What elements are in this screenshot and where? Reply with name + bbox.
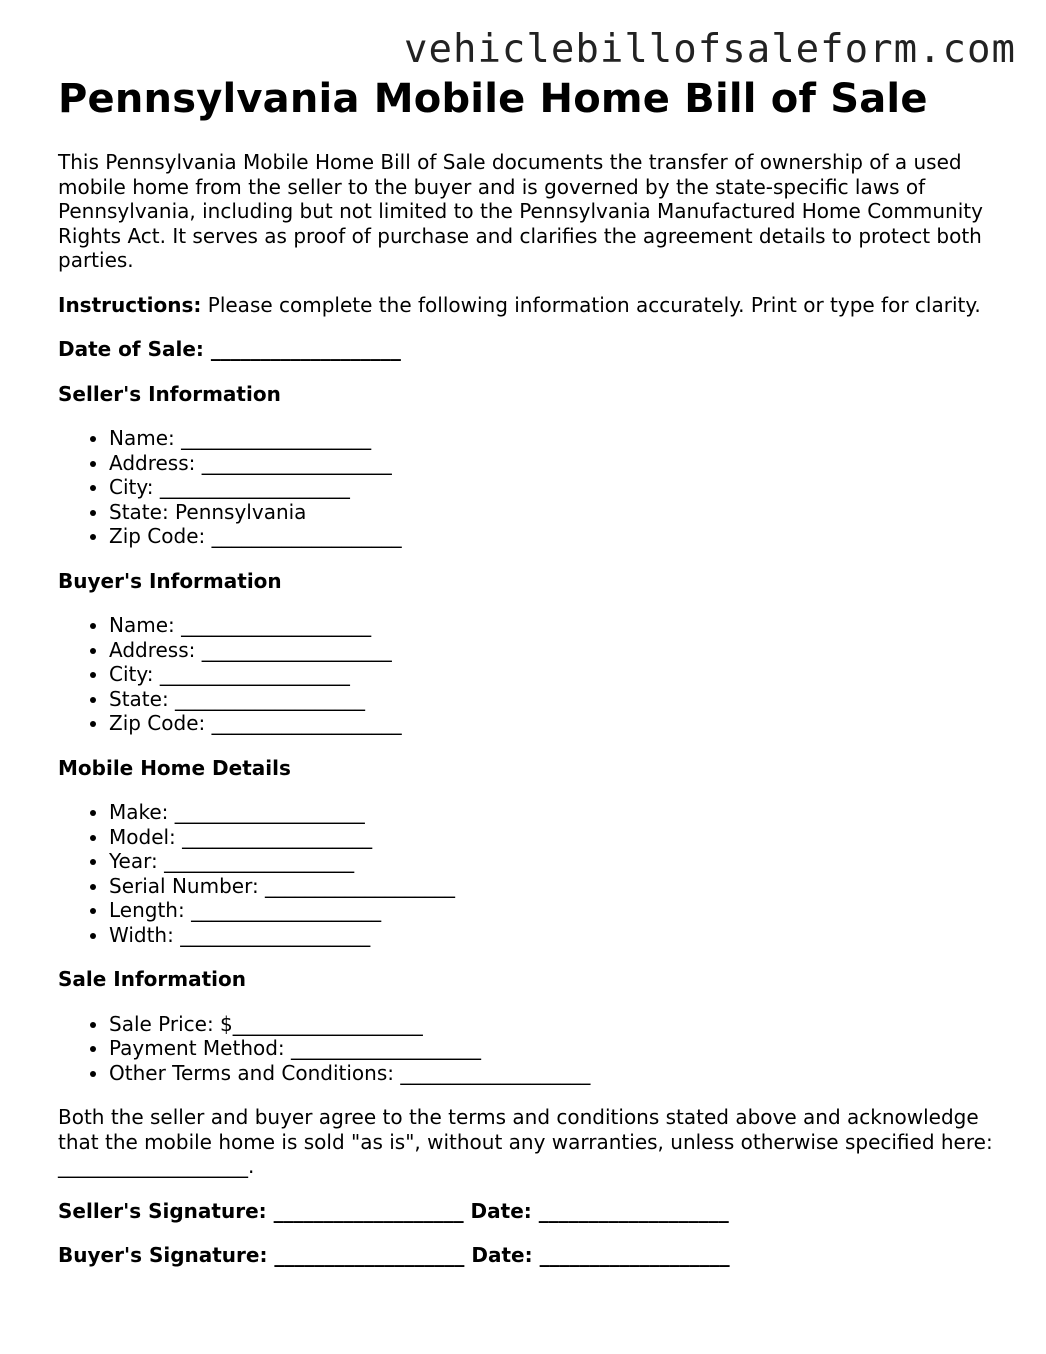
serial-number-field: • Serial Number: ___________________ bbox=[109, 874, 998, 899]
sale-info-list bbox=[58, 1012, 998, 1086]
date-of-sale-blank: ___________________ bbox=[203, 337, 401, 361]
year-field: • Year: ___________________ bbox=[109, 849, 998, 874]
width-field: • Width: ___________________ bbox=[109, 923, 998, 948]
sale-price-field: • Sale Price: $___________________ bbox=[109, 1012, 998, 1037]
instructions-paragraph bbox=[58, 293, 998, 318]
agreement-paragraph: Both the seller and buyer agree to the terms and conditions stated above and acknowledge that the mobile home is sold "as is", without any warranties, unless otherwise specified here: ___________________. bbox=[58, 1105, 993, 1178]
seller-info-heading: Seller's Information bbox=[58, 381, 281, 406]
buyer-signature-line: Buyer's Signature: ___________________ Date: ___________________ bbox=[58, 1243, 730, 1267]
mobile-home-details-heading: Mobile Home Details bbox=[58, 755, 291, 780]
other-terms-field: • Other Terms and Conditions: ___________________ bbox=[109, 1061, 998, 1086]
buyer-state-field: • State: ___________________ bbox=[109, 687, 998, 712]
document-body bbox=[58, 74, 998, 1288]
buyer-address-field: • Address: ___________________ bbox=[109, 638, 998, 663]
seller-info-list bbox=[58, 426, 998, 549]
seller-signature-line: Seller's Signature: ___________________ Date: ___________________ bbox=[58, 1198, 729, 1223]
page-title: Pennsylvania Mobile Home Bill of Sale bbox=[58, 76, 928, 122]
intro-paragraph: This Pennsylvania Mobile Home Bill of Sale documents the transfer of ownership of a used mobile home from the seller to the buyer and is governed by the state-specific laws of Pennsylvania, including but not limited to the Pennsylvania Manufactured Home Community Rights Act. It serves as proof of purchase and clarifies the agreement details to protect both parties. bbox=[58, 150, 983, 272]
seller-zip-field: • Zip Code: ___________________ bbox=[109, 524, 998, 549]
payment-method-field: • Payment Method: ___________________ bbox=[109, 1036, 998, 1061]
date-of-sale-line bbox=[58, 337, 998, 362]
seller-city-field: • City: ___________________ bbox=[109, 475, 998, 500]
buyer-name-field: • Name: ___________________ bbox=[109, 613, 998, 638]
seller-name-field: • Name: ___________________ bbox=[109, 426, 998, 451]
model-field: • Model: ___________________ bbox=[109, 825, 998, 850]
watermark-url: vehiclebillofsaleform.com bbox=[404, 27, 1016, 72]
seller-state-field: • State: Pennsylvania bbox=[109, 500, 998, 525]
mobile-home-details-list bbox=[58, 800, 998, 947]
length-field: • Length: ___________________ bbox=[109, 898, 998, 923]
date-of-sale-label: Date of Sale: bbox=[58, 337, 204, 361]
instructions-label: Instructions: bbox=[58, 292, 202, 317]
buyer-info-list bbox=[58, 613, 998, 736]
make-field: • Make: ___________________ bbox=[109, 800, 998, 825]
sale-info-heading: Sale Information bbox=[58, 967, 246, 991]
seller-address-field: • Address: ___________________ bbox=[109, 451, 998, 476]
buyer-zip-field: • Zip Code: ___________________ bbox=[109, 711, 998, 736]
instructions-text: Please complete the following information accurately. Print or type for clarity. bbox=[201, 292, 981, 317]
buyer-info-heading: Buyer's Information bbox=[58, 568, 282, 593]
buyer-city-field: • City: ___________________ bbox=[109, 662, 998, 687]
